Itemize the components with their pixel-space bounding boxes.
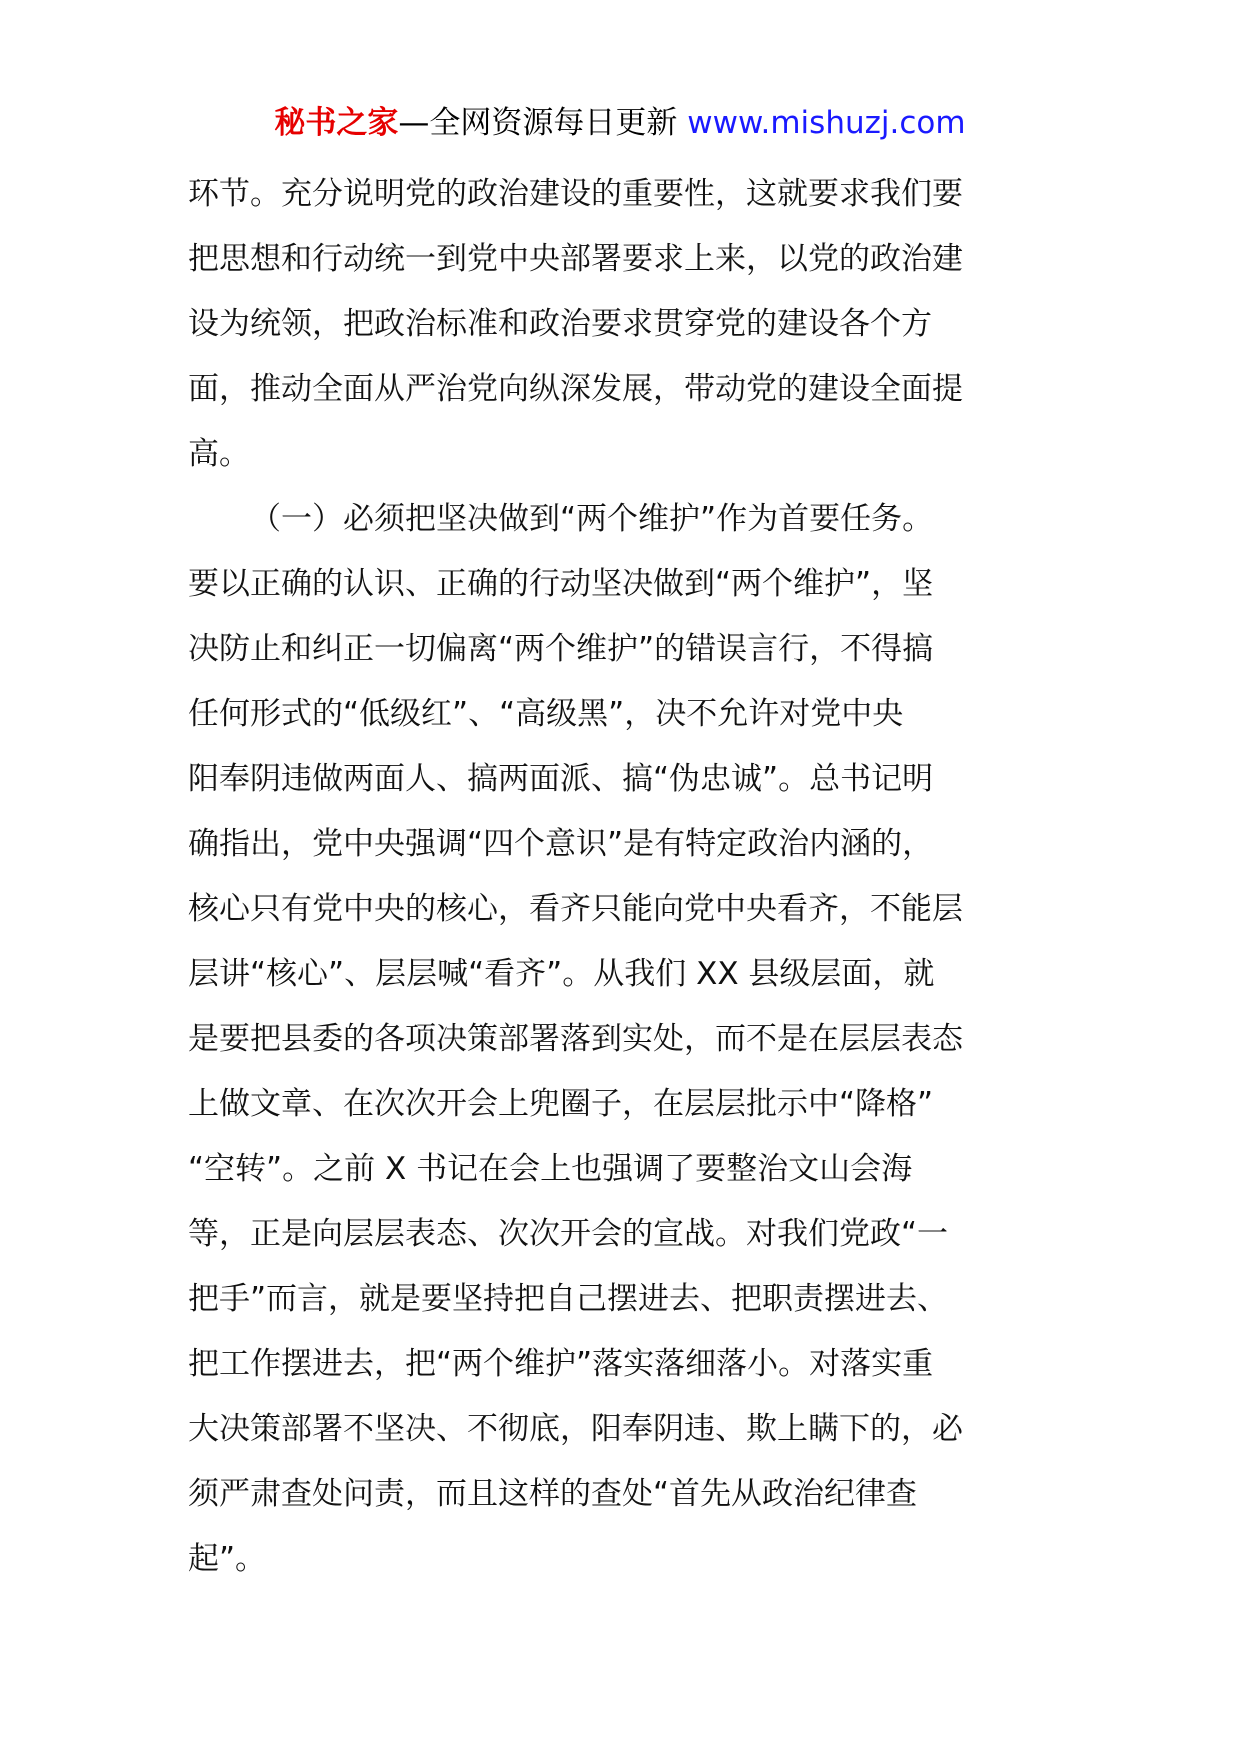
document-body (188, 162, 1058, 1592)
header-slogan: —全网资源每日更新 (398, 105, 688, 141)
text-line: 核心只有党中央的核心，看齐只能向党中央看齐，不能层 (188, 891, 963, 927)
header-brand: 秘书之家 (274, 105, 399, 141)
text-line: 阳奉阴违做两面人、搞两面派、搞“伪忠诚”。总书记明 (188, 761, 934, 797)
text-line: 把工作摆进去，把“两个维护”落实落细落小。对落实重 (188, 1346, 934, 1382)
text-line: 环节。充分说明党的政治建设的重要性，这就要求我们要 (188, 176, 963, 212)
text-line: 任何形式的“低级红”、“高级黑”，决不允许对党中央 (188, 696, 904, 732)
text-line: 大决策部署不坚决、不彻底，阳奉阴违、欺上瞒下的，必 (188, 1411, 963, 1447)
text-line: 面，推动全面从严治党向纵深发展，带动党的建设全面提 (188, 371, 963, 407)
section-heading: （一）必须把坚决做到“两个维护”作为首要任务。 (250, 501, 934, 537)
text-line: 要以正确的认识、正确的行动坚决做到“两个维护”，坚 (188, 566, 934, 602)
text-line: 等，正是向层层表态、次次开会的宣战。对我们党政“一 (188, 1216, 949, 1252)
page-header (0, 100, 1240, 146)
text-line: 是要把县委的各项决策部署落到实处，而不是在层层表态 (188, 1021, 963, 1057)
text-line: 决防止和纠正一切偏离“两个维护”的错误言行，不得搞 (188, 631, 934, 667)
text-line: 把手”而言，就是要坚持把自己摆进去、把职责摆进去、 (188, 1281, 949, 1317)
text-line: 把思想和行动统一到党中央部署要求上来，以党的政治建 (188, 241, 963, 277)
text-line: 高。 (188, 436, 250, 472)
text-line: 设为统领，把政治标准和政治要求贯穿党的建设各个方 (188, 306, 932, 342)
text-line: 起”。 (188, 1541, 267, 1577)
text-line: 上做文章、在次次开会上兜圈子，在层层批示中“降格” (188, 1086, 934, 1122)
header-url[interactable]: www.mishuzj.com (687, 105, 966, 141)
text-line: 须严肃查处问责，而且这样的查处“首先从政治纪律查 (188, 1476, 918, 1512)
text-line: 确指出，党中央强调“四个意识”是有特定政治内涵的， (188, 826, 934, 862)
text-line: “空转”。之前 X 书记在会上也强调了要整治文山会海 (188, 1151, 913, 1187)
text-line: 层讲“核心”、层层喊“看齐”。从我们 XX 县级层面，就 (188, 956, 935, 992)
